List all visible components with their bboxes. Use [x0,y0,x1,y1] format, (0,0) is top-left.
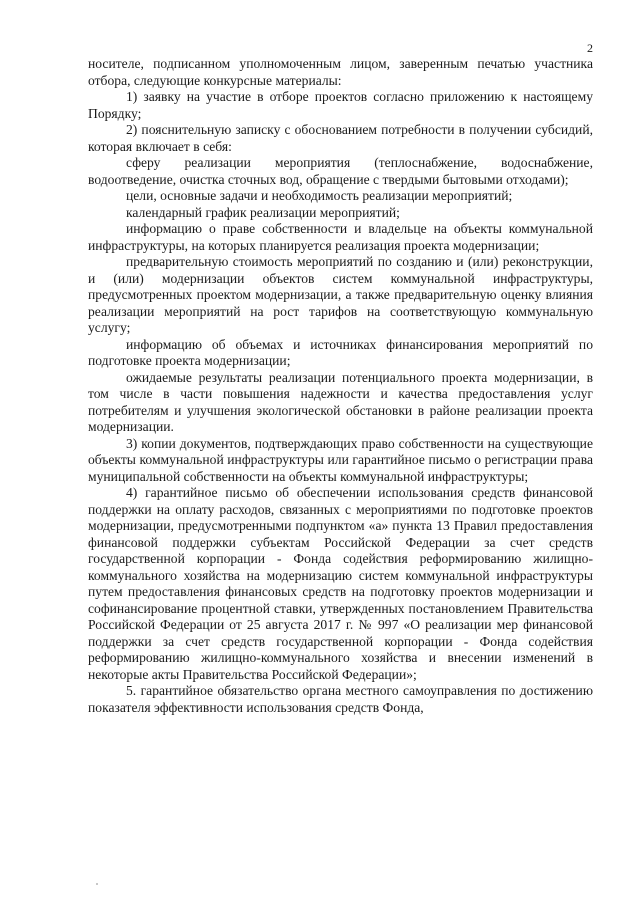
paragraph-expected-results: ожидаемые результаты реализации потенциального проекта модернизации, в том числе в части повышения надежности и качества предоставления услуг потребителям и улучшения экологической обстановки в районе реализации проекта модернизации. [88,369,593,434]
paragraph-financing-info: информацию об объемах и источниках финансирования мероприятий по подготовке проекта модернизации; [88,336,593,368]
paragraph-schedule: календарный график реализации мероприятий; [126,204,400,220]
paragraph-item-3-ownership-docs: 3) копии документов, подтверждающих право собственности на существующие объекты коммунальной инфраструктуры или гарантийное письмо о регистрации права муниципальной собственности на объекты коммунальной инфраструктуры; [88,435,593,484]
paragraph-item-1-application: 1) заявку на участие в отборе проектов согласно приложению к настоящему Порядку; [88,89,593,121]
paragraph-goals: цели, основные задачи и необходимость реализации мероприятий; [126,188,513,203]
scan-artifact-dot [96,883,98,885]
paragraph-item-5-guarantee-obligation: 5. гарантийное обязательство органа местного самоуправления по достижению показателя эффективности использования средств Фонда, [88,683,593,715]
paragraph-preliminary-cost: предварительную стоимость мероприятий по созданию и (или) реконструкции, и (или) модернизации объектов систем коммунальной инфраструктуры, предусмотренных проектом модернизации, а также предварительную оценку влияния реализации мероприятий на рост тарифов на соответствующую коммунальную услугу; [88,254,593,335]
paragraph-scope: сферу реализации мероприятия (теплоснабжение, водоснабжение, водоотведение, очистка сточных вод, обращение с твердыми бытовыми отходами); [88,155,593,187]
page-number: 2 [587,41,593,55]
paragraph-item-4-guarantee-letter: 4) гарантийное письмо об обеспечении использования средств финансовой поддержки на оплату расходов, связанных с мероприятиями по подготовке проектов модернизации, предусмотренными подпунктом «а» пункта 13 Правил предоставления финансовой поддержки субъектам Российской Федерации за счет средств государственной корпорации - Фонда содействия реформированию жилищно-коммунального хозяйства на модернизацию систем коммунальной инфраструктуры путем предоставления финансовых средств на подготовку проектов модернизации и софинансирование процентной ставки, утвержденных постановлением Правительства Российской Федерации от 25 августа 2017 г. № 997 «О реализации мер финансовой поддержки за счет средств государственной корпорации - Фонда содействия реформированию жилищно-коммунального хозяйства и внесении изменений в некоторые акты Правительства Российской Федерации»; [88,485,593,682]
paragraph-intro-continuation: носителе, подписанном уполномоченным лицом, заверенным печатью участника отбора, следующие конкурсные материалы: [88,56,593,88]
paragraph-item-2-explanatory-note: 2) пояснительную записку с обоснованием потребности в получении субсидий, которая включает в себя: [88,122,593,154]
document-body [88,56,593,716]
paragraph-ownership-info: информацию о праве собственности и владельце на объекты коммунальной инфраструктуры, на которых планируется реализация проекта модернизации; [88,221,593,253]
